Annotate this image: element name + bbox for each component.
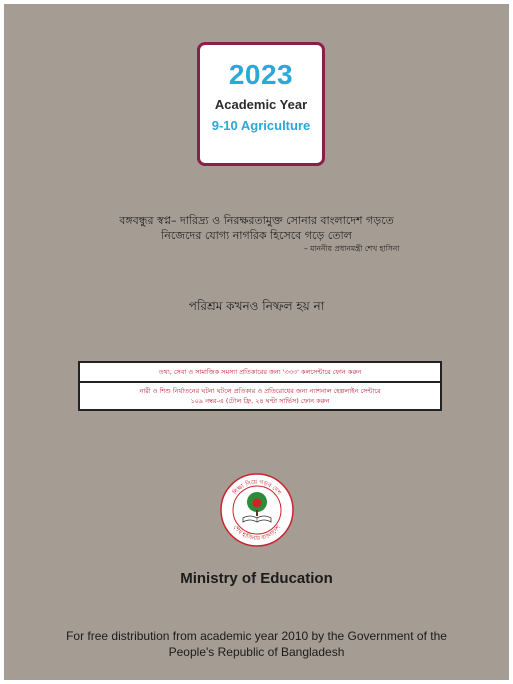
academic-year-label: Academic Year	[214, 97, 308, 112]
free-distribution-line-1: For free distribution from academic year 2010 by the Government of the	[66, 629, 447, 643]
subject-label: 9-10 Agriculture	[211, 118, 311, 133]
notice-line-3-text: ১০৯ নম্বর-এ (টোল ফ্রি, ২৪ ঘণ্টা সার্ভিস) ফোন করুন	[190, 397, 330, 405]
notice-line-2-text: নারী ও শিশু নির্যাতনের ঘটনা ঘটলে প্রতিকার ও প্রতিরোধের জন্য ন্যাশনাল হেল্পলাইন সেন্টারে	[139, 387, 381, 395]
notice-line-2	[80, 383, 440, 409]
quote-line-2: নিজেদের যোগ্য নাগরিক হিসেবে গড়ে তোল	[161, 229, 352, 242]
ministry-name: Ministry of Education	[180, 570, 333, 587]
emblem-bottom-text: শেখ হাসিনার বাংলাদেশ	[231, 524, 283, 543]
ministry-emblem-icon	[219, 472, 295, 548]
free-distribution-note	[24, 628, 489, 660]
academic-year-box	[197, 42, 325, 166]
motto: পরিশ্রম কখনও নিষ্ফল হয় না	[188, 299, 325, 313]
year-label: 2023	[228, 59, 294, 90]
notice-line-1: তথ্য, সেবা ও সামাজিক সমস্যা প্রতিকারের জন্য '৩৩৩' কলসেন্টারে ফোন করুন	[80, 363, 440, 383]
quote-attribution: – মাননীয় প্রধানমন্ত্রী শেখ হাসিনা	[304, 244, 400, 253]
book-back-cover	[4, 4, 509, 680]
emblem-top-text: শিক্ষা নিয়ে গড়ব দেশ	[231, 478, 283, 497]
free-distribution-line-2: People's Republic of Bangladesh	[168, 645, 345, 659]
quote-line-1: বঙ্গবন্ধুর স্বপ্ন– দারিদ্র্য ও নিরক্ষরতামুক্ত সোনার বাংলাদেশ গড়তে	[119, 214, 394, 227]
helpline-notice	[78, 361, 442, 411]
